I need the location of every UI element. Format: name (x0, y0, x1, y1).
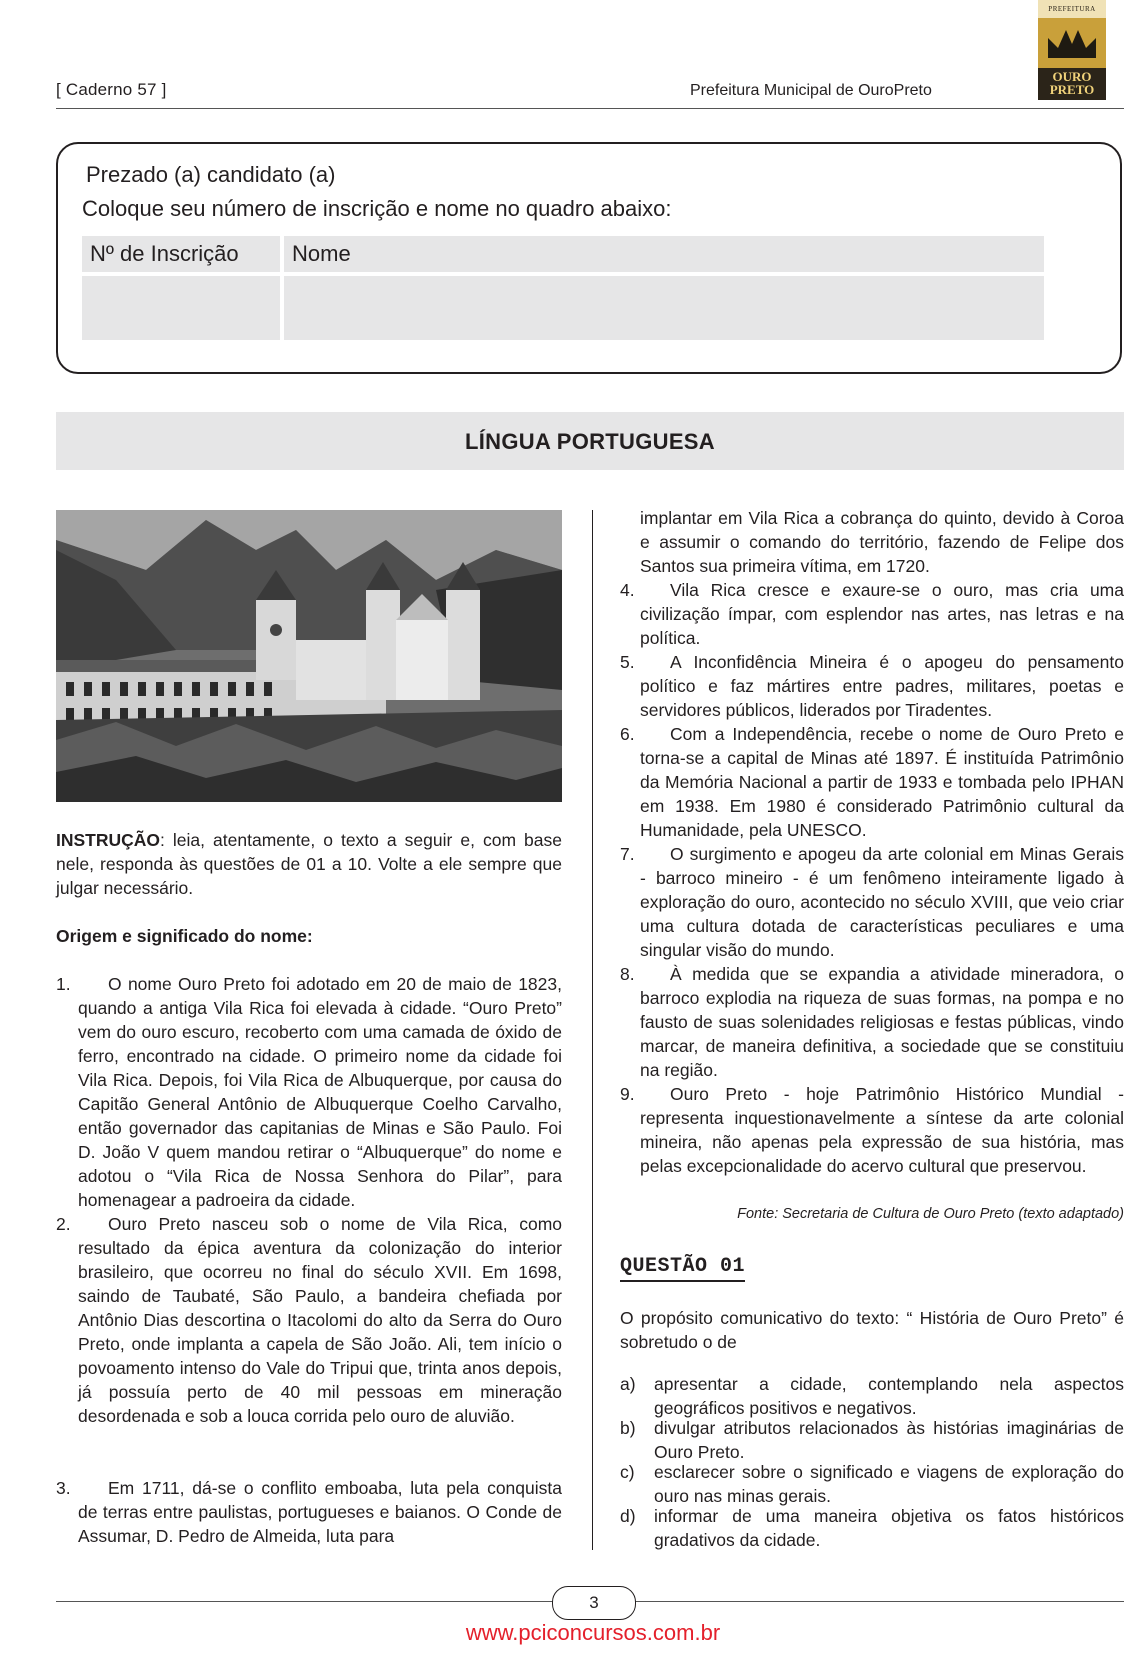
question-title: QUESTÃO 01 (620, 1255, 745, 1282)
item-number: 4. (620, 580, 635, 600)
caderno-label: [ Caderno 57 ] (56, 80, 167, 99)
item-text: Ouro Preto - hoje Patrimônio Histórico Mundial - representa inquestionavelmente a síntese da arte colonial mineira, não apenas pela expressão de sua história, mas pelas excepcionalidade do acervo cultural que preservou. (640, 1084, 1124, 1176)
logo-word-ouro: OURO (1052, 69, 1092, 84)
item-text: Com a Independência, recebe o nome de Ouro Preto e torna-se a capital de Minas até 1897. É instituída Patrimônio da Memória Nacional a partir de 1933 e tombada pelo IPHAN em 1938. Em 1980 é considerado Patrimônio cultural da Humanidade, pela UNESCO. (640, 724, 1124, 840)
inscricao-field[interactable] (82, 276, 280, 340)
item-number: 9. (620, 1084, 635, 1104)
prefeitura-logo (1038, 0, 1106, 100)
option-d[interactable]: informar de uma maneira objetiva os fatos históricos gradativos da cidade. (654, 1506, 1124, 1550)
text-title: Origem e significado do nome: (56, 926, 313, 946)
option-b[interactable]: divulgar atributos relacionados às histórias imaginárias de Ouro Preto. (654, 1418, 1124, 1462)
header-divider (56, 108, 1124, 109)
option-letter[interactable]: c) (620, 1462, 635, 1482)
ouro-preto-photo (56, 510, 562, 802)
option-letter[interactable]: d) (620, 1506, 636, 1526)
org-name: Prefeitura Municipal de OuroPreto (690, 82, 932, 99)
column-divider (592, 510, 593, 1550)
nome-header (284, 236, 1044, 272)
nome-header-label: Nome (292, 241, 351, 266)
inscricao-header-label: Nº de Inscrição (90, 241, 239, 266)
candidate-box (56, 142, 1122, 374)
instruction-text: : leia, atentamente, o texto a seguir e, com base nele, responda às questões de 01 a 10. Volte a ele sempre que julgar necessário. (56, 830, 562, 898)
logo-word (1038, 70, 1106, 96)
instruction-label: INSTRUÇÃO (56, 830, 161, 850)
form-instruction: Coloque seu número de inscrição e nome no quadro abaixo: (82, 196, 672, 221)
option-a[interactable]: apresentar a cidade, contemplando nela aspectos geográficos positivos e negativos. (654, 1374, 1124, 1418)
item-text: À medida que se expandia a atividade mineradora, o barroco explodia na riqueza de suas formas, na pompa e no fausto de suas solenidades religiosas e festas públicas, vindo marcar, de maneira definitiva, a sociedade que se constituiu na região. (640, 964, 1124, 1080)
greeting: Prezado (a) candidato (a) (86, 162, 336, 187)
item-text: Em 1711, dá-se o conflito emboaba, luta pela conquista de terras entre paulistas, portugueses e baianos. O Conde de Assumar, D. Pedro de Almeida, luta para (78, 1478, 562, 1546)
item-text: Vila Rica cresce e exaure-se o ouro, mas cria uma civilização ímpar, com esplendor nas artes, nas letras e na política. (640, 580, 1124, 648)
item-number: 3. (56, 1478, 71, 1498)
item-text: O nome Ouro Preto foi adotado em 20 de maio de 1823, quando a antiga Vila Rica foi elevada à cidade. “Ouro Preto” vem do ouro escuro, recoberto com uma camada de óxido de ferro, encontrado na cidade. O primeiro nome da cidade foi Vila Rica. Depois, foi Vila Rica de Albuquerque, por causa do Capitão General Antônio de Albuquerque Coelho Carvalho, então governador das capitanias de Minas e São Paulo. Foi D. João V quem mandou retirar o “Albuquerque” do nome e adotou o “Vila Rica de Nossa Senhora do Pilar”, para homenagear a padroeira da cidade. (78, 974, 562, 1210)
item-text: A Inconfidência Mineira é o apogeu do pensamento político e faz mártires entre padres, militares, poetas e servidores públicos, liderados por Tiradentes. (640, 652, 1124, 720)
option-c[interactable]: esclarecer sobre o significado e viagens de exploração do ouro nas minas gerais. (654, 1462, 1124, 1506)
logo-word-preto: PRETO (1049, 82, 1095, 97)
inscricao-header (82, 236, 280, 272)
item-text: Ouro Preto nasceu sob o nome de Vila Rica, como resultado da épica aventura da colonização do interior brasileiro, que ocorreu no final do século XVII. Em 1698, saindo de Taubaté, São Paulo, a bandeira chefiada por Antônio Dias descortina o Itacolomi do alto da Serra do Ouro Preto, onde implanta a capela de São João. Ali, tem início o povoamento intenso do Vale do Tripui que, trinta anos depois, já possuía perto de 40 mil pessoas em mineração desordenada e sob a louca corrida pelo ouro de aluvião. (78, 1214, 562, 1426)
item-text-continued: implantar em Vila Rica a cobrança do quinto, devido à Coroa e assumir o comando do território, fazendo de Felipe dos Santos sua primeira vítima, em 1720. (640, 508, 1124, 576)
option-letter[interactable]: a) (620, 1374, 636, 1394)
item-number: 6. (620, 724, 635, 744)
item-number: 8. (620, 964, 635, 984)
item-number: 2. (56, 1214, 71, 1234)
question-prompt: O propósito comunicativo do texto: “ História de Ouro Preto” é sobretudo o de (620, 1308, 1124, 1352)
item-text: O surgimento e apogeu da arte colonial em Minas Gerais - barroco mineiro - é um fenômeno inteiramente ligado à exploração do ouro, acontecido no século XVIII, que veio criar uma cultura dotada de características peculiares e uma singular visão do mundo. (640, 844, 1124, 960)
item-number: 7. (620, 844, 635, 864)
item-number: 5. (620, 652, 635, 672)
crown-emblem (1038, 18, 1106, 68)
logo-top-text: PREFEITURA (1038, 0, 1106, 18)
nome-field[interactable] (284, 276, 1044, 340)
option-letter[interactable]: b) (620, 1418, 636, 1438)
section-title: LÍNGUA PORTUGUESA (56, 412, 1124, 470)
item-number: 1. (56, 974, 71, 994)
source-citation: Fonte: Secretaria de Cultura de Ouro Preto (texto adaptado) (737, 1206, 1124, 1222)
page-number: 3 (552, 1586, 636, 1620)
crown-icon (1046, 26, 1098, 60)
instruction-paragraph (56, 828, 562, 900)
footer-url[interactable]: www.pciconcursos.com.br (465, 1620, 721, 1645)
